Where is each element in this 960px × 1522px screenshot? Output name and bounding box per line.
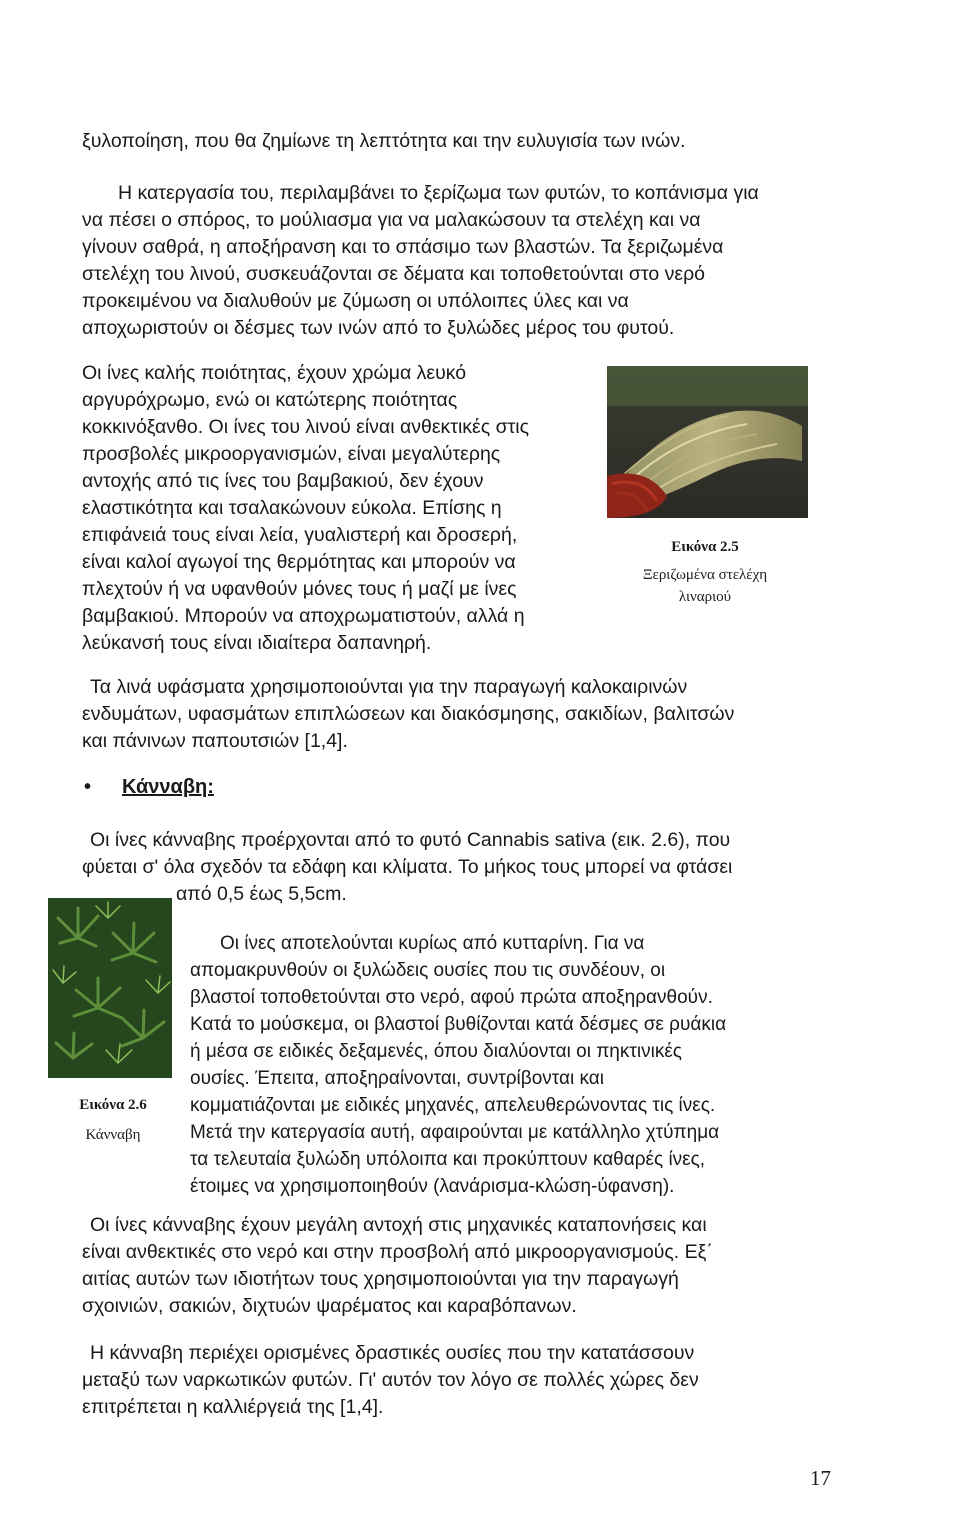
text-line: γίνουν σαθρά, η αποξήρανση και το σπάσιμο των βλαστών. Τα ξεριζωμένα [82, 236, 724, 258]
text-line: επιφάνειά τους είναι λεία, γυαλιστερή και δροσερή, [82, 524, 518, 546]
paragraph-hemp-properties [82, 1212, 713, 1320]
text-line: σχοινιών, σακιών, διχτυών ψαρέματος και καραβόπανων. [82, 1295, 577, 1317]
text-line: Μετά την κατεργασία αυτή, αφαιρούνται με κατάλληλο χτύπημα [190, 1122, 720, 1143]
text-line: έτοιμες να χρησιμοποιηθούν (λανάρισμα-κλώση-ύφανση). [190, 1176, 675, 1197]
text-line: ενδυμάτων, υφασμάτων επιπλώσεων και διακόσμησης, σακιδίων, βαλιτσών [82, 703, 735, 725]
caption-line: λιναριού [678, 589, 732, 605]
text-line: Η κατεργασία του, περιλαμβάνει το ξερίζωμα των φυτών, το κοπάνισμα για [118, 182, 759, 204]
page-number: 17 [810, 1466, 831, 1490]
text-line: ελαστικότητα και τσαλακώνουν εύκολα. Επίσης η [82, 497, 502, 519]
paragraph-hemp-origin [82, 827, 732, 908]
text-line: Οι ίνες αποτελούνται κυρίως από κυτταρίνη. Για να [220, 933, 645, 954]
text-line: ξυλοποίηση, που θα ζημίωνε τη λεπτότητα και την ευλυγισία των ινών. [82, 130, 686, 152]
text-line: προκειμένου να διαλυθούν με ζύμωση οι υπόλοιπες ύλες και να [82, 290, 629, 312]
paragraph-linen-properties [82, 360, 529, 657]
text-line: και πάνινων παπουτσιών [1,4]. [82, 730, 348, 752]
text-line: μεταξύ των ναρκωτικών φυτών. Γι' αυτόν τον λόγο σε πολλές χώρες δεν [82, 1369, 699, 1391]
paragraph-intro [82, 128, 686, 155]
text-line: βλαστοί τοποθετούνται στο νερό, αφού πρώτα αποξηρανθούν. [190, 987, 713, 1008]
figure-label: Εικόνα 2.6 [79, 1097, 147, 1113]
text-line: Κατά το μούσκεμα, οι βλαστοί βυθίζονται κατά δέσμες σε ρυάκια [190, 1014, 727, 1035]
paragraph-hemp-narcotic [82, 1340, 699, 1421]
section-heading-hemp [84, 774, 214, 801]
figure-label: Εικόνα 2.5 [671, 539, 739, 555]
text-line: αποχωριστούν οι δέσμες των ινών από το ξυλώδες μέρος του φυτού. [82, 317, 675, 339]
text-line: επιτρέπεται η καλλιέργειά της [1,4]. [82, 1396, 384, 1418]
heading-text: Κάνναβη: [122, 776, 214, 798]
paragraph-linen-uses [82, 674, 734, 755]
text-line: Τα λινά υφάσματα χρησιμοποιούνται για την παραγωγή καλοκαιρινών [90, 676, 688, 698]
text-line: Οι ίνες καλής ποιότητας, έχουν χρώμα λευκό [82, 362, 467, 384]
text-line: τα τελευταία ξυλώδη υπόλοιπα και προκύπτουν καθαρές ίνες, [190, 1149, 706, 1170]
text-line: να πέσει ο σπόρος, το μούλιασμα για να μαλακώσουν τα στελέχη και να [82, 209, 701, 231]
caption-line: Κάνναβη [85, 1127, 141, 1143]
text-line: Οι ίνες κάνναβης έχουν μεγάλη αντοχή στις μηχανικές καταπονήσεις και [90, 1214, 707, 1236]
cannabis-plant-photo [48, 898, 172, 1078]
paragraph-hemp-processing [190, 930, 726, 1200]
text-line: αντοχής από τις ίνες του βαμβακιού, δεν έχουν [82, 470, 484, 492]
text-line: από 0,5 έως 5,5cm. [176, 883, 347, 905]
text-line: Οι ίνες κάνναβης προέρχονται από το φυτό Cannabis sativa (εικ. 2.6), που [90, 829, 731, 851]
figure-caption-2-6 [48, 1094, 178, 1146]
text-line: είναι καλοί αγωγοί της θερμότητας και μπορούν να [82, 551, 516, 573]
text-line: λεύκανσή τους είναι ιδιαίτερα δαπανηρή. [82, 632, 432, 654]
bullet-icon: • [84, 776, 92, 798]
text-line: είναι ανθεκτικές στο νερό και στην προσβολή από μικροοργανισμούς. Εξ΄ [82, 1241, 713, 1263]
text-line: αιτίας αυτών των ιδιοτήτων τους χρησιμοποιούνται για την παραγωγή [82, 1268, 679, 1290]
text-line: ή μέσα σε ειδικές δεξαμενές, όπου διαλύονται οι πηκτινικές [190, 1041, 682, 1062]
paragraph-processing [82, 180, 759, 342]
cannabis-illustration [48, 898, 172, 1078]
linen-stalks-illustration [607, 366, 808, 518]
text-line: κοκκινόξανθο. Οι ίνες του λινού είναι ανθεκτικές στις [82, 416, 530, 438]
text-line: πλεχτούν ή να υφανθούν μόνες τους ή μαζί με ίνες [82, 578, 517, 600]
text-line: αργυρόχρωμο, ενώ οι κατώτερης ποιότητας [82, 389, 458, 411]
text-line: στελέχη του λινού, συσκευάζονται σε δέματα και τοποθετούνται στο νερό [82, 263, 706, 285]
text-line: κομματιάζονται με ειδικές μηχανές, απελευθερώνοντας τις ίνες. [190, 1095, 716, 1116]
text-line: φύεται σ' όλα σχεδόν τα εδάφη και κλίματα. Το μήκος τους μπορεί να φτάσει [82, 856, 733, 878]
linen-stalks-photo [607, 366, 808, 518]
caption-line: Ξεριζωμένα στελέχη [642, 567, 768, 583]
text-line: απομακρυνθούν οι ξυλώδεις ουσίες που τις συνδέουν, οι [190, 960, 666, 981]
figure-caption-2-5 [595, 536, 815, 608]
text-line: βαμβακιού. Μπορούν να αποχρωματιστούν, αλλά η [82, 605, 525, 627]
text-line: ουσίες. Έπειτα, αποξηραίνονται, συντρίβονται και [190, 1068, 604, 1089]
text-line: Η κάνναβη περιέχει ορισμένες δραστικές ουσίες που την κατατάσσουν [90, 1342, 695, 1364]
text-line: προσβολές μικροοργανισμών, είναι μεγαλύτερης [82, 443, 501, 465]
